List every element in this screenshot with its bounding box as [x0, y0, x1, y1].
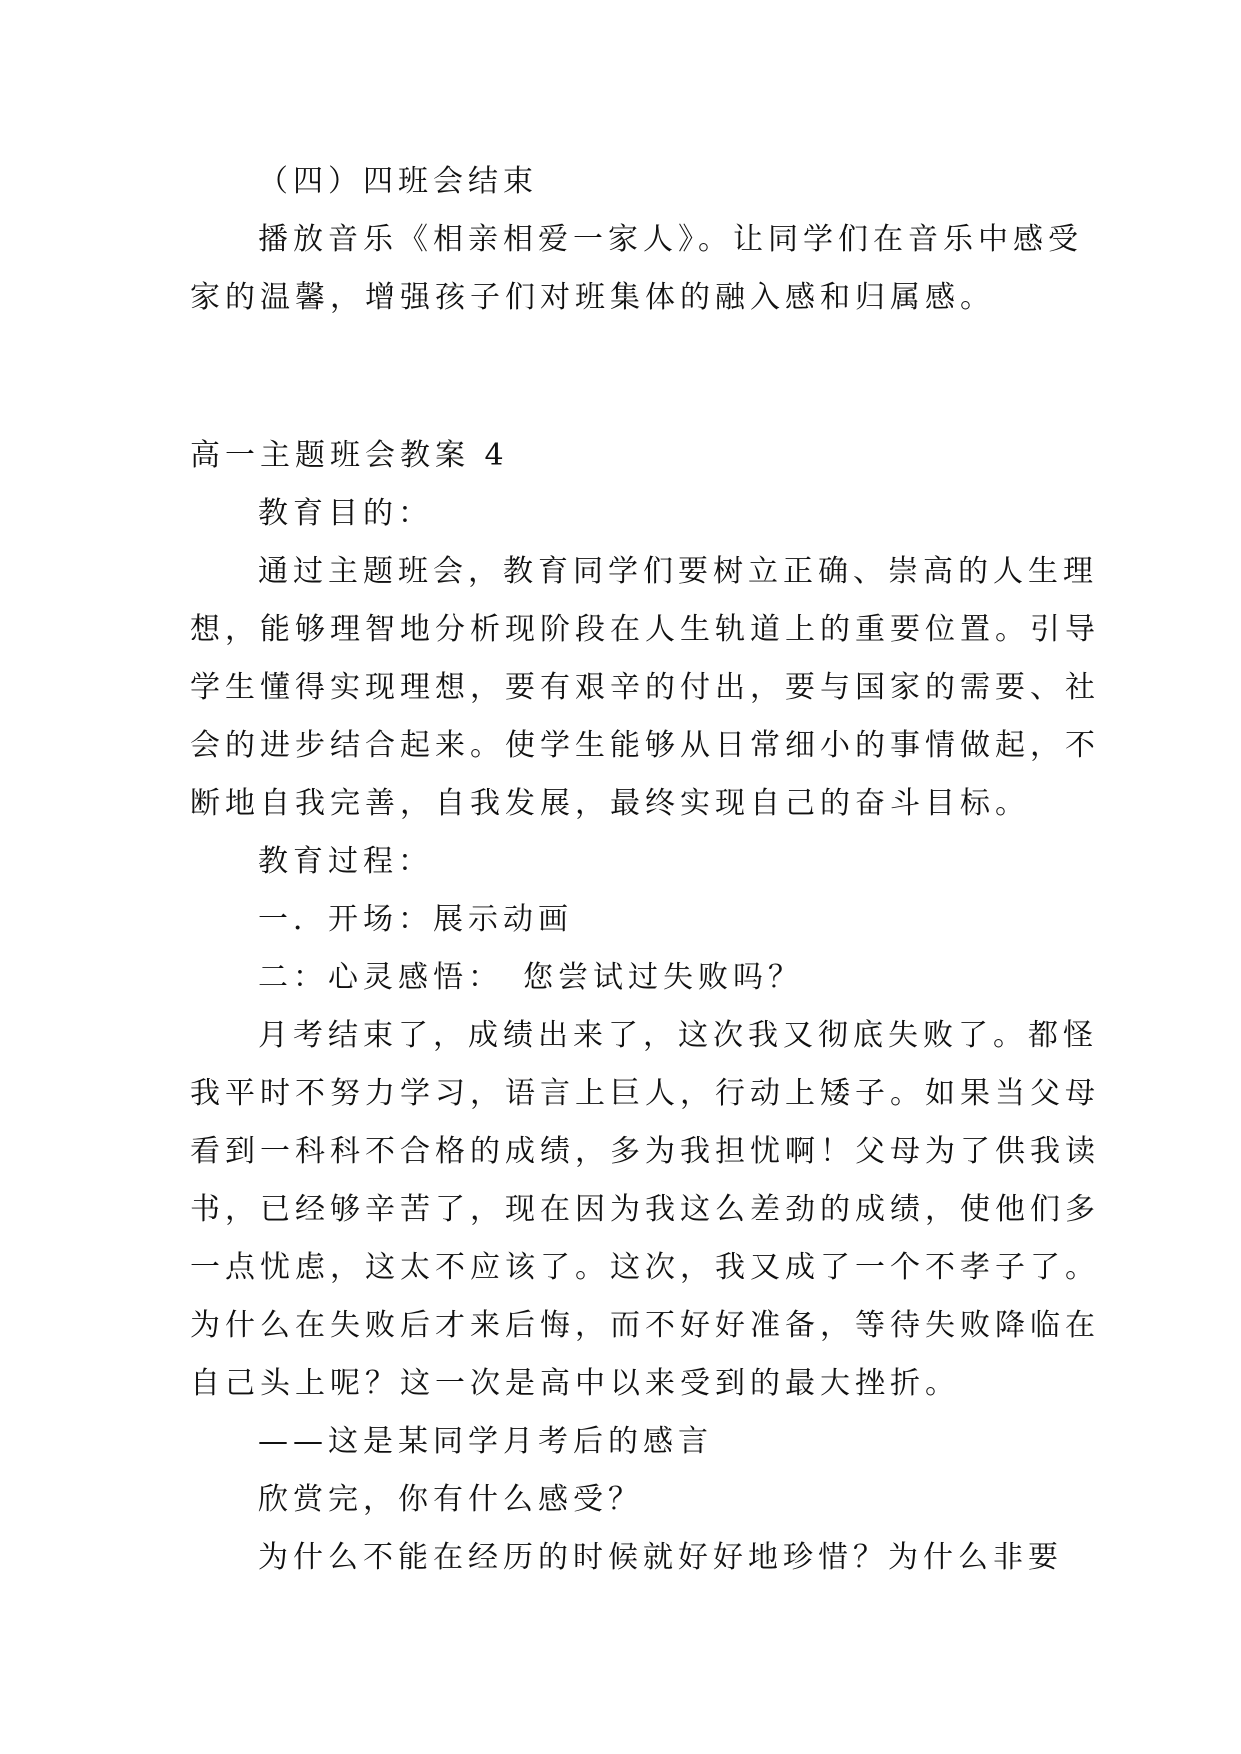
- paragraph-line: 家的温馨，增强孩子们对班集体的融入感和归属感。: [190, 280, 995, 315]
- lesson-title: 高一主题班会教案 4: [190, 438, 509, 473]
- step-two: 二：心灵感悟： 您尝试过失败吗？: [258, 960, 803, 995]
- paragraph-line: 为什么不能在经历的时候就好好地珍惜？为什么非要: [258, 1540, 1063, 1575]
- attribution: ——这是某同学月考后的感言: [258, 1424, 713, 1459]
- paragraph-line: 一点忧虑，这太不应该了。这次，我又成了一个不孝子了。: [190, 1250, 1100, 1285]
- paragraph-line: 学生懂得实现理想，要有艰辛的付出，要与国家的需要、社: [190, 670, 1100, 705]
- paragraph-line: 书，已经够辛苦了，现在因为我这么差劲的成绩，使他们多: [190, 1192, 1100, 1227]
- step-one: 一．开场：展示动画: [258, 902, 573, 937]
- paragraph-line: 月考结束了，成绩出来了，这次我又彻底失败了。都怪: [258, 1018, 1098, 1053]
- question: 欣赏完，你有什么感受？: [258, 1482, 643, 1517]
- paragraph-line: 通过主题班会，教育同学们要树立正确、崇高的人生理: [258, 554, 1098, 589]
- paragraph-line: 看到一科科不合格的成绩，多为我担忧啊！父母为了供我读: [190, 1134, 1100, 1169]
- paragraph-line: 自己头上呢？这一次是高中以来受到的最大挫折。: [190, 1366, 960, 1401]
- document-body: [190, 153, 1100, 1587]
- paragraph-line: 想，能够理智地分析现阶段在人生轨道上的重要位置。引导: [190, 612, 1100, 647]
- process-label: 教育过程：: [258, 844, 433, 879]
- section-heading: （四）四班会结束: [258, 164, 538, 199]
- paragraph-line: 断地自我完善，自我发展，最终实现自己的奋斗目标。: [190, 786, 1030, 821]
- paragraph-line: 会的进步结合起来。使学生能够从日常细小的事情做起，不: [190, 728, 1100, 763]
- purpose-label: 教育目的：: [258, 496, 433, 531]
- paragraph-line: 为什么在失败后才来后悔，而不好好准备，等待失败降临在: [190, 1308, 1100, 1343]
- paragraph-line: 我平时不努力学习，语言上巨人，行动上矮子。如果当父母: [190, 1076, 1100, 1111]
- section-gap: [190, 327, 1070, 427]
- paragraph-line: 播放音乐《相亲相爱一家人》。让同学们在音乐中感受: [258, 222, 1083, 257]
